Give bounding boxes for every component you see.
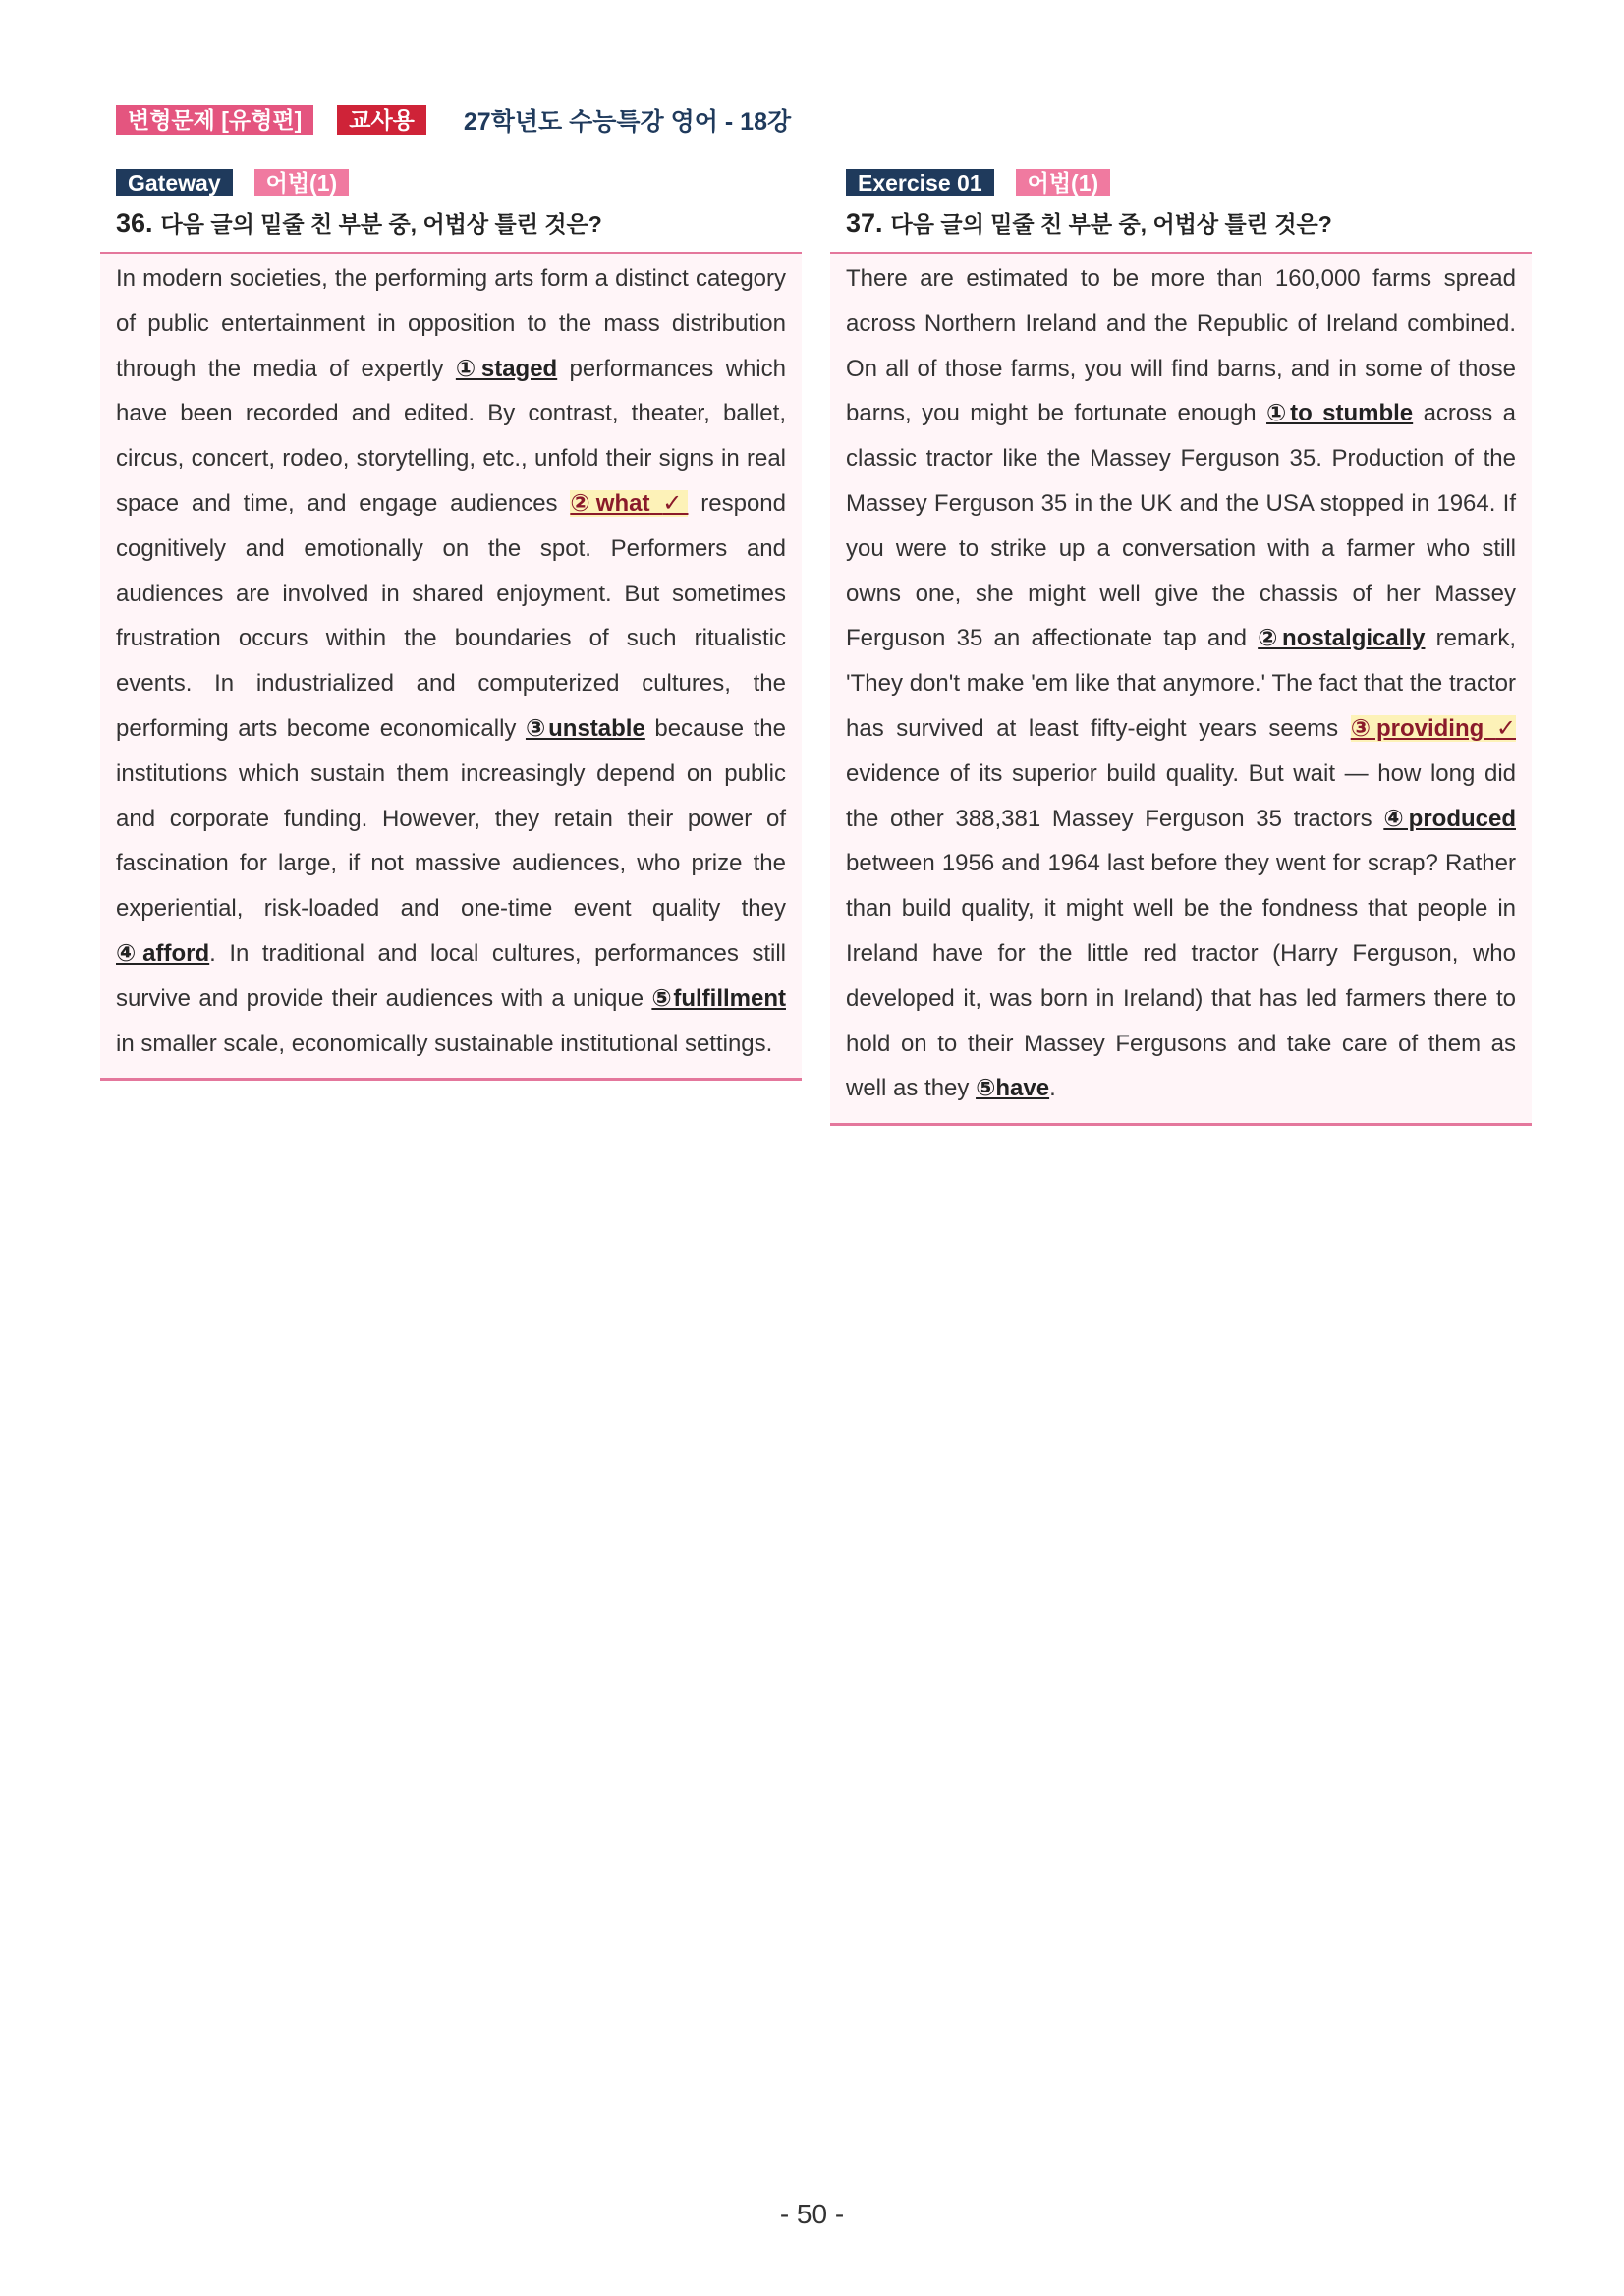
passage-text: between 1956 and 1964 last before they went for scrap? Rather than build quality, it might well be the fondness that people in Ireland have for the little red tractor (Harry Ferguson, who developed it, was born in Ireland) that has led farmers there to hold on to their Massey Fergusons and take care of them as well as they: [846, 850, 1516, 1102]
underline-option-4: ④afford: [116, 939, 210, 967]
grammar-category-badge: 어법(1): [254, 169, 350, 196]
question-36-prompt: [116, 206, 802, 240]
check-mark-icon: ✓: [662, 489, 689, 517]
underline-option-5: ⑤fulfillment: [651, 984, 786, 1012]
answer-option-2: [570, 490, 688, 517]
page-number: - 50 -: [779, 2199, 845, 2229]
underline-option-3: ③providing: [1350, 714, 1484, 742]
passage-text: . In traditional and local cultures, performances still survive and provide their audiences with a unique: [116, 939, 787, 1012]
underline-option-1: ①to stumble: [1266, 400, 1414, 427]
question-37-labels: [846, 169, 1532, 196]
underline-option-2: ②nostalgically: [1258, 625, 1426, 652]
underline-option-5: ⑤have: [976, 1075, 1050, 1102]
question-text: 다음 글의 밑줄 친 부분 중, 어법상 틀린 것은?: [890, 211, 1332, 237]
grammar-category-badge: 어법(1): [1016, 169, 1111, 196]
question-number: 36.: [116, 208, 153, 238]
passage-text: .: [1049, 1075, 1056, 1102]
passage-text: In modern societies, the performing arts form a distinct category of public entertainment in opposition to the mass distribution through the media of expertly: [116, 265, 786, 382]
page-title: 27학년도 수능특강 영어 - 18강: [463, 108, 792, 136]
question-36-labels: [116, 169, 802, 196]
underline-option-3: ③unstable: [525, 714, 645, 742]
question-36-passage: [100, 252, 802, 1081]
passage-text: respond cognitively and emotionally on the spot. Performers and audiences are involved in shared enjoyment. But sometimes frustration occurs within the boundaries of such ritualistic events. In industrialized and computerized cultures, the performing arts become economically: [116, 489, 786, 742]
answer-option-3: [1351, 715, 1516, 742]
underline-option-2: ②what: [570, 489, 650, 517]
question-36-column: [100, 169, 802, 1081]
question-37-prompt: [846, 206, 1532, 240]
passage-text: in smaller scale, economically sustainable institutional settings.: [116, 1030, 773, 1057]
teacher-tag: 교사용: [337, 105, 426, 135]
question-37-passage: [830, 252, 1532, 1126]
question-number: 37.: [846, 208, 883, 238]
exercise-badge: Exercise 01: [846, 169, 994, 196]
underline-option-1: ①staged: [455, 355, 558, 382]
question-37-column: [830, 169, 1532, 1126]
passage-text: performances which have been recorded and edited. By contrast, theater, ballet, circus, concert, rodeo, storytelling, etc., unfold their signs in real space and time, and engage audiences: [116, 355, 786, 517]
passage-text: across a classic tractor like the Massey Ferguson 35. Production of the Massey Ferguson 35 in the UK and the USA stopped in 1964. If you were to strike up a conversation with a farmer who still owns one, she might well give the chassis of her Massey Ferguson 35 an affectionate tap and: [846, 400, 1517, 652]
page-header: [116, 102, 791, 138]
passage-text: There are estimated to be more than 160,000 farms spread across Northern Ireland and the Republic of Ireland combined. On all of those farms, you will find barns, and in some of those barns, you might be fortunate enough: [846, 265, 1516, 427]
passage-text: because the institutions which sustain them increasingly depend on public and corporate funding. However, they retain their power of fascination for large, if not massive audiences, who prize the experiential, risk-loaded and one-time event quality they: [116, 714, 786, 923]
variant-tag: 변형문제 [유형편]: [116, 105, 313, 135]
passage-text: remark, 'They don't make 'em like that anymore.' The fact that the tractor has survived at least fifty-eight years seems: [846, 625, 1516, 742]
gateway-badge: Gateway: [116, 169, 233, 196]
question-text: 다음 글의 밑줄 친 부분 중, 어법상 틀린 것은?: [160, 211, 602, 237]
underline-option-4: ④produced: [1383, 805, 1516, 832]
passage-text: evidence of its superior build quality. But wait — how long did the other 388,381 Massey Ferguson 35 tractors: [846, 759, 1516, 832]
check-mark-icon: ✓: [1495, 714, 1516, 742]
